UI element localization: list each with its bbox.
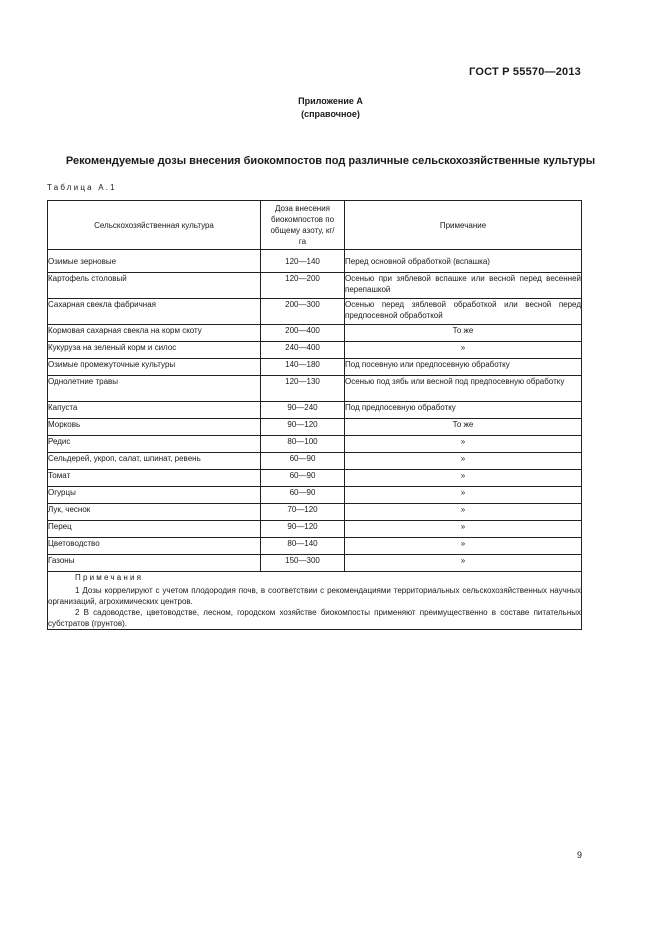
- cell-dose: 60—90: [261, 470, 345, 487]
- table-row: [48, 470, 582, 487]
- cell-crop: Огурцы: [48, 487, 261, 504]
- cell-crop: Лук, чеснок: [48, 504, 261, 521]
- table-body: [48, 250, 582, 572]
- table-row: [48, 436, 582, 453]
- cell-note: »: [345, 504, 582, 521]
- cell-dose: 90—120: [261, 521, 345, 538]
- cell-crop: Озимые зерновые: [48, 250, 261, 273]
- cell-dose: 90—120: [261, 419, 345, 436]
- table-row: [48, 273, 582, 299]
- appendix-subtitle: (справочное): [301, 109, 360, 119]
- cell-dose: 60—90: [261, 487, 345, 504]
- table-header-row: [48, 201, 582, 250]
- cell-note: »: [345, 521, 582, 538]
- cell-crop: Редис: [48, 436, 261, 453]
- header-note: Примечание: [345, 201, 582, 250]
- cell-dose: 140—180: [261, 359, 345, 376]
- cell-crop: Перец: [48, 521, 261, 538]
- table-row: [48, 299, 582, 325]
- table-row: [48, 504, 582, 521]
- table-label: Таблица А.1: [47, 183, 117, 192]
- cell-note: »: [345, 342, 582, 359]
- table-row: [48, 359, 582, 376]
- cell-crop: Однолетние травы: [48, 376, 261, 402]
- notes-heading: Примечания: [75, 573, 144, 582]
- cell-note: »: [345, 555, 582, 572]
- cell-note: Под посевную или предпосевную обработку: [345, 359, 582, 376]
- cell-crop: Томат: [48, 470, 261, 487]
- cell-dose: 150—300: [261, 555, 345, 572]
- cell-note: »: [345, 436, 582, 453]
- table-notes: [48, 572, 582, 630]
- table-row: [48, 376, 582, 402]
- cell-crop: Сахарная свекла фабричная: [48, 299, 261, 325]
- cell-crop: Морковь: [48, 419, 261, 436]
- cell-dose: 70—120: [261, 504, 345, 521]
- cell-note: Перед основной обработкой (вспашка): [345, 250, 582, 273]
- cell-dose: 240—400: [261, 342, 345, 359]
- cell-note: То же: [345, 419, 582, 436]
- table-row: [48, 453, 582, 470]
- cell-dose: 120—200: [261, 273, 345, 299]
- cell-dose: 120—140: [261, 250, 345, 273]
- cell-note: Осенью перед зяблевой обработкой или весной перед предпосевной обработкой: [345, 299, 582, 325]
- table-row: [48, 521, 582, 538]
- cell-crop: Газоны: [48, 555, 261, 572]
- appendix-title: Приложение А: [298, 96, 363, 106]
- cell-note: Осенью под зябь или весной под предпосевную обработку: [345, 376, 582, 402]
- cell-crop: Цветоводство: [48, 538, 261, 555]
- appendix-heading: [0, 95, 661, 121]
- note-1: 1 Дозы коррелируют с учетом плодородия почв, в соответствии с рекомендациями территориальных сельскохозяйственных научных организаций, агрохимических центров.: [48, 586, 581, 606]
- table-row: [48, 250, 582, 273]
- cell-dose: 90—240: [261, 402, 345, 419]
- table-row: [48, 419, 582, 436]
- header-crop: Сельскохозяйственная культура: [48, 201, 261, 250]
- cell-crop: Капуста: [48, 402, 261, 419]
- cell-dose: 80—140: [261, 538, 345, 555]
- cell-dose: 80—100: [261, 436, 345, 453]
- cell-note: »: [345, 453, 582, 470]
- cell-crop: Картофель столовый: [48, 273, 261, 299]
- cell-dose: 200—300: [261, 299, 345, 325]
- table-row: [48, 325, 582, 342]
- document-title: Рекомендуемые дозы внесения биокомпостов под различные сельскохозяйственные культуры: [65, 155, 596, 167]
- cell-note: То же: [345, 325, 582, 342]
- table-row: [48, 402, 582, 419]
- cell-crop: Сельдерей, укроп, салат, шпинат, ревень: [48, 453, 261, 470]
- page-number: 9: [577, 850, 583, 860]
- header-dose: Доза внесения биокомпостов по общему азоту, кг/га: [261, 201, 345, 250]
- cell-crop: Озимые промежуточные культуры: [48, 359, 261, 376]
- cell-note: Осенью при зяблевой вспашке или весной перед весенней перепашкой: [345, 273, 582, 299]
- dose-table: [47, 200, 582, 630]
- cell-dose: 120—130: [261, 376, 345, 402]
- cell-note: »: [345, 538, 582, 555]
- cell-crop: Кормовая сахарная свекла на корм скоту: [48, 325, 261, 342]
- note-2: 2 В садоводстве, цветоводстве, лесном, городском хозяйстве биокомпосты применяют преимущественно в составе питательных субстратов (грунтов).: [48, 608, 581, 628]
- cell-dose: 200—400: [261, 325, 345, 342]
- table-row: [48, 538, 582, 555]
- cell-note: »: [345, 487, 582, 504]
- cell-crop: Кукуруза на зеленый корм и силос: [48, 342, 261, 359]
- cell-dose: 60—90: [261, 453, 345, 470]
- table-row: [48, 555, 582, 572]
- table-row: [48, 342, 582, 359]
- cell-note: »: [345, 470, 582, 487]
- cell-note: Под предпосевную обработку: [345, 402, 582, 419]
- table-row: [48, 487, 582, 504]
- standard-number: ГОСТ Р 55570—2013: [469, 66, 581, 78]
